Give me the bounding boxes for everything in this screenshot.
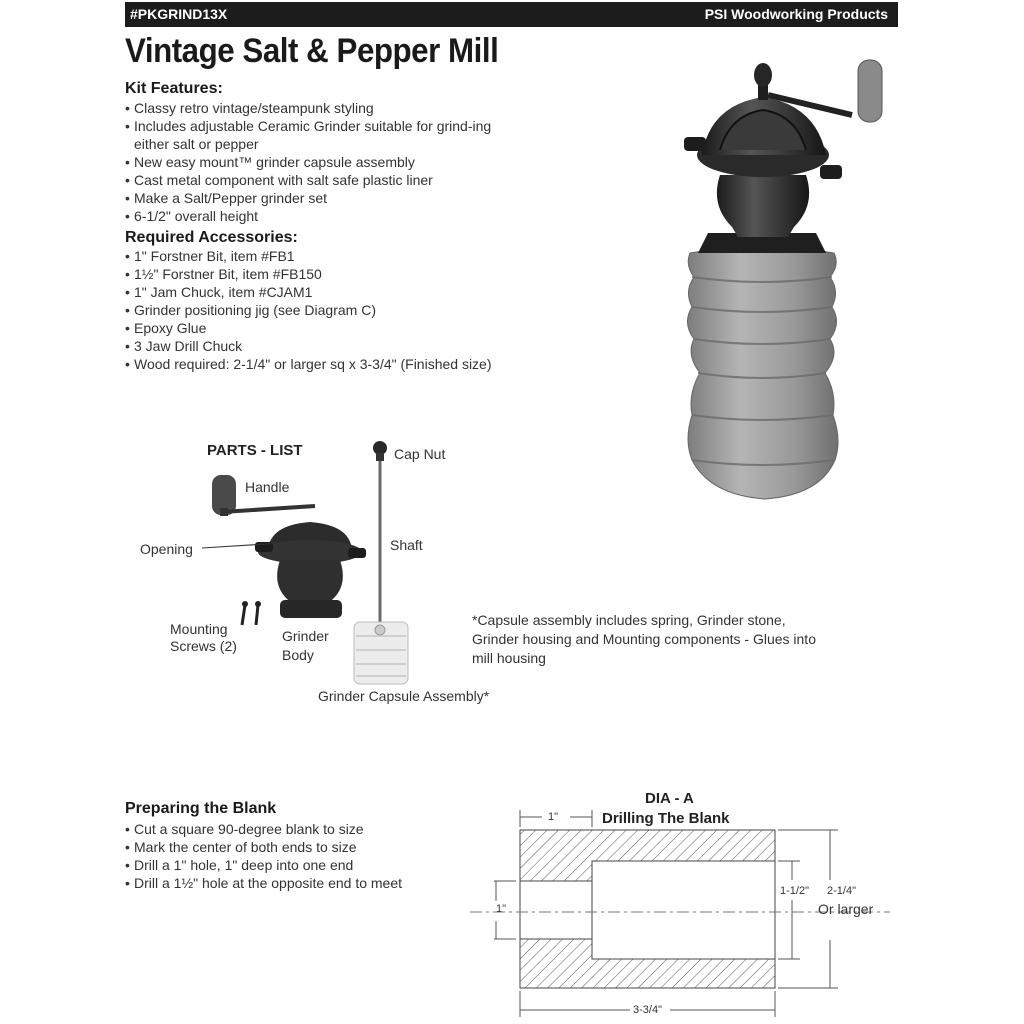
diagram-title: DIA - A	[645, 790, 694, 807]
parts-list-title: PARTS - LIST	[207, 442, 303, 459]
grinder-body-part	[255, 522, 366, 618]
required-accessories-heading: Required Accessories:	[125, 229, 298, 246]
list-item: • Drill a 1½" hole at the opposite end to meet	[125, 874, 465, 892]
label-opening: Opening	[140, 541, 193, 557]
label-grinder-body-2: Body	[282, 647, 314, 663]
grinder-capsule-part	[354, 622, 408, 684]
mounting-screws-part	[242, 601, 261, 625]
list-item: • Includes adjustable Ceramic Grinder suitable for grind-ing either salt or pepper	[125, 117, 510, 153]
label-handle: Handle	[245, 479, 290, 495]
dim-bottom: 3-3/4"	[633, 1004, 662, 1016]
label-grinder-capsule: Grinder Capsule Assembly*	[318, 688, 490, 704]
list-item: • 1" Forstner Bit, item #FB1	[125, 247, 545, 265]
kit-features-heading: Kit Features:	[125, 80, 223, 97]
list-item: • Classy retro vintage/steampunk styling	[125, 99, 510, 117]
list-item: • Drill a 1" hole, 1" deep into one end	[125, 856, 465, 874]
required-accessories-list	[125, 247, 545, 373]
preparing-heading: Preparing the Blank	[125, 800, 277, 817]
label-mounting-screws-1: Mounting	[170, 621, 228, 637]
dim-top: 1"	[548, 811, 559, 823]
header-bar	[125, 2, 898, 27]
list-item: • Grinder positioning jig (see Diagram C)	[125, 301, 545, 319]
page-title: Vintage Salt & Pepper Mill	[125, 32, 499, 70]
list-item: • Cast metal component with salt safe plastic liner	[125, 171, 510, 189]
list-item: • Wood required: 2-1/4" or larger sq x 3-3/4" (Finished size)	[125, 355, 545, 373]
list-item: • 6-1/2" overall height	[125, 207, 510, 225]
dim-inner: 1-1/2"	[780, 885, 809, 897]
preparing-list	[125, 820, 465, 892]
list-item: • New easy mount™ grinder capsule assembly	[125, 153, 510, 171]
dim-outer: 2-1/4"	[827, 885, 856, 897]
brand-name: PSI Woodworking Products	[704, 6, 888, 22]
label-grinder-body-1: Grinder	[282, 628, 329, 644]
capsule-note: *Capsule assembly includes spring, Grinder stone, Grinder housing and Mounting components - Glues into mill housing	[472, 612, 816, 666]
label-shaft: Shaft	[390, 537, 423, 553]
list-item: • 1½" Forstner Bit, item #FB150	[125, 265, 545, 283]
dim-left: 1"	[496, 903, 507, 915]
salt-pepper-mill-photo	[670, 55, 900, 505]
list-item: • Cut a square 90-degree blank to size	[125, 820, 465, 838]
list-item: • Mark the center of both ends to size	[125, 838, 465, 856]
kit-features-list	[125, 99, 510, 225]
list-item: • 3 Jaw Drill Chuck	[125, 337, 545, 355]
shaft-part	[373, 441, 387, 625]
list-item: • 1" Jam Chuck, item #CJAM1	[125, 283, 545, 301]
product-code: #PKGRIND13X	[130, 6, 228, 22]
list-item: • Make a Salt/Pepper grinder set	[125, 189, 510, 207]
label-mounting-screws-2: Screws (2)	[170, 638, 237, 654]
label-cap-nut: Cap Nut	[394, 446, 446, 462]
list-item: • Epoxy Glue	[125, 319, 545, 337]
diagram-subtitle: Drilling The Blank	[602, 810, 730, 827]
dim-outer-note: Or larger	[818, 901, 874, 917]
